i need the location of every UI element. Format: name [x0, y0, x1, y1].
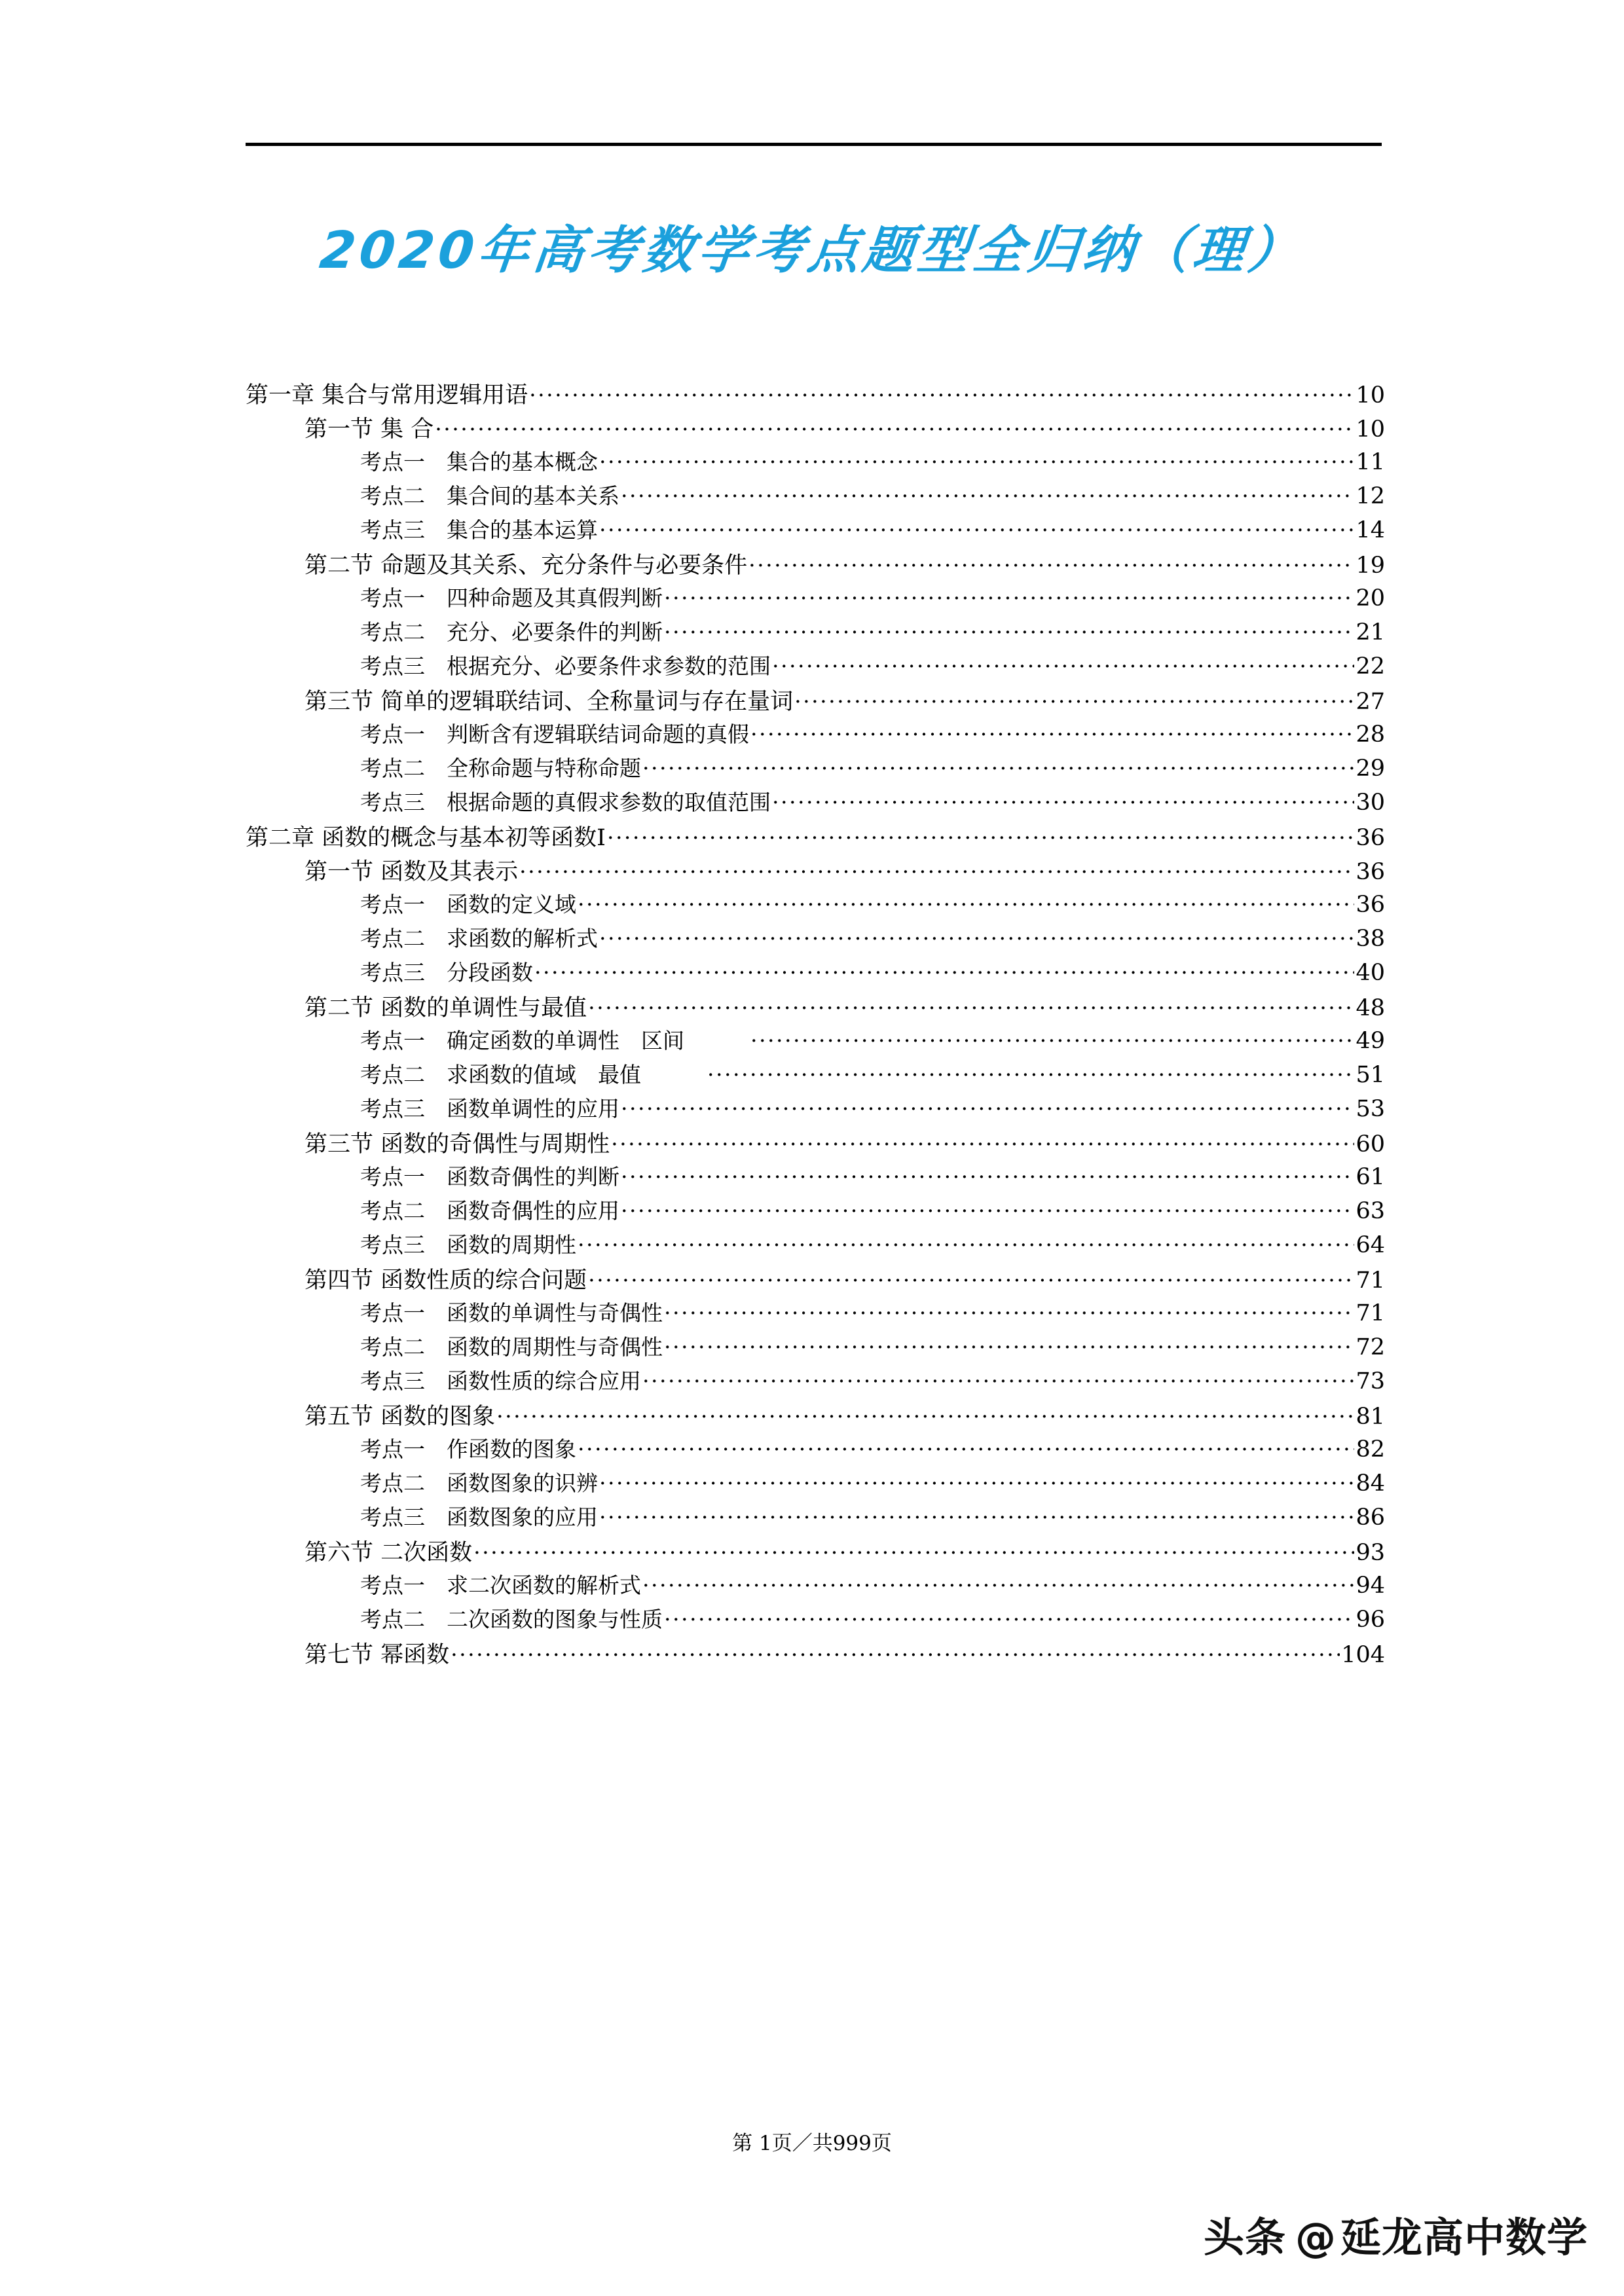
- toc-point-row[interactable]: [246, 1330, 1385, 1364]
- toc-section-row[interactable]: [246, 411, 1385, 445]
- toc-dot-leader: [750, 1027, 1354, 1048]
- toc-point-row[interactable]: [246, 1432, 1385, 1467]
- toc-entry-label: 第二节 函数的单调性与最值: [304, 995, 587, 1021]
- toc-page-number: 96: [1356, 1607, 1385, 1633]
- toc-point-row[interactable]: [246, 1092, 1385, 1126]
- toc-dot-leader: [578, 1231, 1354, 1252]
- toc-point-row[interactable]: [246, 1296, 1385, 1330]
- toc-entry-label: 第七节 幂函数: [304, 1642, 450, 1668]
- toc-entry-spacer: [641, 1058, 706, 1089]
- toc-page-number: 94: [1356, 1573, 1385, 1599]
- toc-entry-label: 考点二 全称命题与特称命题: [360, 756, 641, 781]
- toc-entry-label: 考点三 函数单调性的应用: [360, 1096, 619, 1121]
- toc-dot-leader: [529, 380, 1354, 403]
- toc-entry-label: 考点二 求函数的解析式: [360, 926, 598, 951]
- toc-entry-label: 第一节 函数及其表示: [304, 859, 519, 885]
- toc-dot-leader: [642, 1367, 1354, 1389]
- header-divider: [246, 143, 1382, 146]
- toc-entry-label: 考点二 充分、必要条件的判断: [360, 619, 663, 645]
- toc-entry-label: 考点一 确定函数的单调性 区间: [360, 1028, 684, 1053]
- toc-page-number: 104: [1341, 1642, 1385, 1668]
- toc-entry-label: 考点二 函数的周期性与奇偶性: [360, 1334, 663, 1360]
- toc-dot-leader: [599, 1469, 1354, 1491]
- toc-point-row[interactable]: [246, 1501, 1385, 1535]
- toc-point-row[interactable]: [246, 752, 1385, 786]
- toc-page-number: 36: [1356, 859, 1385, 885]
- toc-page-number: 28: [1356, 721, 1385, 748]
- toc-section-row[interactable]: [246, 1262, 1385, 1296]
- toc-entry-label: 考点一 集合的基本概念: [360, 449, 598, 475]
- toc-page-number: 93: [1356, 1540, 1385, 1566]
- toc-dot-leader: [707, 1061, 1354, 1082]
- toc-entry-label: 考点二 求函数的值域 最值: [360, 1062, 641, 1087]
- toc-entry-label: 考点一 作函数的图象: [360, 1436, 576, 1462]
- toc-entry-label: 考点一 四种命题及其真假判断: [360, 585, 663, 611]
- toc-dot-leader: [621, 1163, 1354, 1184]
- toc-point-row[interactable]: [246, 649, 1385, 683]
- toc-section-row[interactable]: [246, 1637, 1385, 1671]
- toc-dot-leader: [642, 754, 1354, 776]
- toc-entry-label: 考点一 函数奇偶性的判断: [360, 1164, 619, 1190]
- toc-page-number: 53: [1356, 1096, 1385, 1122]
- toc-dot-leader: [664, 1299, 1354, 1321]
- toc-page-number: 21: [1356, 619, 1385, 646]
- toc-dot-leader: [748, 550, 1354, 573]
- toc-point-row[interactable]: [246, 1160, 1385, 1194]
- toc-page-number: 82: [1356, 1436, 1385, 1463]
- toc-entry-label: 考点三 根据充分、必要条件求参数的范围: [360, 653, 771, 679]
- toc-dot-leader: [642, 1571, 1354, 1593]
- toc-entry-label: 第四节 函数性质的综合问题: [304, 1267, 587, 1294]
- toc-page-number: 48: [1356, 995, 1385, 1021]
- toc-dot-leader: [578, 890, 1354, 912]
- toc-entry-label: 考点三 函数图象的应用: [360, 1504, 598, 1530]
- toc-page-number: 10: [1356, 416, 1385, 443]
- toc-section-row[interactable]: [246, 1126, 1385, 1160]
- toc-entry-label: 考点三 分段函数: [360, 960, 533, 985]
- footer-page-indicator: 第 1页／共999页: [732, 2132, 892, 2155]
- toc-section-row[interactable]: [246, 1398, 1385, 1432]
- toc-page-number: 12: [1356, 483, 1385, 509]
- toc-point-row[interactable]: [246, 1364, 1385, 1398]
- toc-point-row[interactable]: [246, 479, 1385, 513]
- toc-entry-label: 考点一 求二次函数的解析式: [360, 1573, 641, 1598]
- toc-page-number: 71: [1356, 1267, 1385, 1294]
- toc-entry-label: 第二节 命题及其关系、充分条件与必要条件: [304, 553, 748, 579]
- toc-dot-leader: [621, 482, 1354, 503]
- toc-point-row[interactable]: [246, 786, 1385, 820]
- toc-page-number: 29: [1356, 756, 1385, 782]
- toc-page-number: 60: [1356, 1131, 1385, 1157]
- toc-entry-label: 第五节 函数的图象: [304, 1404, 496, 1430]
- toc-point-row[interactable]: [246, 513, 1385, 547]
- toc-page-number: 11: [1356, 449, 1385, 475]
- toc-point-row[interactable]: [246, 615, 1385, 649]
- toc-dot-leader: [611, 1129, 1354, 1152]
- toc-point-row[interactable]: [246, 1467, 1385, 1501]
- toc-entry-label: 第一章 集合与常用逻辑用语: [246, 382, 528, 409]
- toc-dot-leader: [664, 584, 1354, 606]
- toc-entry-label: 考点三 根据命题的真假求参数的取值范围: [360, 790, 771, 815]
- toc-dot-leader: [621, 1095, 1354, 1116]
- toc-entry-label: 考点二 函数奇偶性的应用: [360, 1198, 619, 1224]
- toc-point-row[interactable]: [246, 1058, 1385, 1092]
- toc-entry-label: 第三节 简单的逻辑联结词、全称量词与存在量词: [304, 689, 794, 715]
- toc-page-number: 63: [1356, 1198, 1385, 1224]
- toc-entry-label: 第二章 函数的概念与基本初等函数Ⅰ: [246, 825, 606, 851]
- toc-point-row[interactable]: [246, 956, 1385, 990]
- toc-dot-leader: [621, 1197, 1354, 1218]
- toc-entry-label: 考点三 集合的基本运算: [360, 517, 598, 543]
- toc-entry-label: 考点三 函数的周期性: [360, 1232, 576, 1258]
- toc-page-number: 84: [1356, 1470, 1385, 1497]
- toc-dot-leader: [599, 924, 1354, 946]
- toc-dot-leader: [664, 1333, 1354, 1355]
- toc-page-number: 36: [1356, 892, 1385, 918]
- toc-page-number: 64: [1356, 1232, 1385, 1258]
- toc-entry-spacer: [684, 1024, 749, 1055]
- toc-page-number: 40: [1356, 960, 1385, 986]
- toc-page-number: 86: [1356, 1504, 1385, 1531]
- toc-page-number: 14: [1356, 517, 1385, 543]
- toc-point-row[interactable]: [246, 718, 1385, 752]
- toc-dot-leader: [664, 618, 1354, 640]
- table-of-contents: [246, 377, 1385, 1671]
- toc-point-row[interactable]: [246, 1603, 1385, 1637]
- page-title: 2020年高考数学考点题型全归纳（理）: [316, 221, 1306, 280]
- toc-chapter-row[interactable]: [246, 377, 1385, 411]
- watermark: [1204, 2205, 1588, 2263]
- toc-dot-leader: [473, 1537, 1354, 1560]
- toc-entry-label: 第六节 二次函数: [304, 1540, 473, 1566]
- toc-point-row[interactable]: [246, 581, 1385, 615]
- toc-page-number: 36: [1356, 825, 1385, 851]
- toc-dot-leader: [534, 958, 1354, 980]
- toc-section-row[interactable]: [246, 990, 1385, 1024]
- toc-point-row[interactable]: [246, 1569, 1385, 1603]
- toc-dot-leader: [599, 448, 1354, 469]
- toc-chapter-row[interactable]: [246, 820, 1385, 854]
- toc-section-row[interactable]: [246, 854, 1385, 888]
- toc-page-number: 61: [1356, 1164, 1385, 1190]
- toc-entry-label: 第一节 集 合: [304, 416, 434, 443]
- toc-dot-leader: [664, 1605, 1354, 1627]
- toc-entry-label: 考点二 集合间的基本关系: [360, 483, 619, 509]
- toc-page-number: 51: [1356, 1062, 1385, 1088]
- toc-section-row[interactable]: [246, 547, 1385, 581]
- toc-dot-leader: [607, 822, 1355, 845]
- toc-page-number: 72: [1356, 1334, 1385, 1360]
- toc-entry-label: 考点二 二次函数的图象与性质: [360, 1607, 663, 1632]
- toc-page-number: 10: [1356, 382, 1385, 409]
- toc-entry-label: 考点一 判断含有逻辑联结词命题的真假: [360, 721, 749, 747]
- toc-entry-label: 考点三 函数性质的综合应用: [360, 1368, 641, 1394]
- toc-section-row[interactable]: [246, 1535, 1385, 1569]
- toc-dot-leader: [578, 1435, 1354, 1457]
- watermark-at-symbol: @: [1295, 2214, 1337, 2261]
- toc-dot-leader: [588, 993, 1354, 1015]
- toc-entry-label: 考点二 函数图象的识辨: [360, 1470, 598, 1496]
- toc-dot-leader: [794, 686, 1354, 709]
- toc-dot-leader: [599, 516, 1354, 538]
- toc-dot-leader: [451, 1639, 1340, 1662]
- toc-page-number: 73: [1356, 1368, 1385, 1394]
- toc-entry-label: 第三节 函数的奇偶性与周期性: [304, 1131, 610, 1157]
- toc-page-number: 38: [1356, 926, 1385, 952]
- toc-entry-label: 考点一 函数的单调性与奇偶性: [360, 1300, 663, 1326]
- toc-point-row[interactable]: [246, 1194, 1385, 1228]
- toc-page-number: 19: [1356, 553, 1385, 579]
- toc-dot-leader: [588, 1265, 1354, 1288]
- toc-page-number: 49: [1356, 1028, 1385, 1054]
- toc-page-number: 81: [1356, 1404, 1385, 1430]
- toc-page-number: 27: [1356, 689, 1385, 715]
- toc-dot-leader: [750, 720, 1354, 742]
- toc-entry-label: 考点一 函数的定义域: [360, 892, 576, 917]
- toc-page-number: 20: [1356, 585, 1385, 611]
- watermark-platform: 头条: [1203, 2214, 1286, 2261]
- toc-point-row[interactable]: [246, 1228, 1385, 1262]
- toc-dot-leader: [772, 652, 1354, 674]
- toc-dot-leader: [519, 856, 1354, 879]
- toc-point-row[interactable]: [246, 888, 1385, 922]
- toc-point-row[interactable]: [246, 445, 1385, 479]
- toc-page-number: 22: [1356, 653, 1385, 680]
- toc-section-row[interactable]: [246, 683, 1385, 718]
- toc-point-row[interactable]: [246, 1024, 1385, 1058]
- toc-dot-leader: [599, 1503, 1354, 1525]
- toc-point-row[interactable]: [246, 922, 1385, 956]
- toc-dot-leader: [772, 788, 1354, 810]
- toc-dot-leader: [496, 1401, 1354, 1424]
- toc-page-number: 71: [1356, 1300, 1385, 1326]
- toc-dot-leader: [435, 414, 1354, 437]
- watermark-account: 延龙高中数学: [1340, 2214, 1588, 2261]
- toc-page-number: 30: [1356, 790, 1385, 816]
